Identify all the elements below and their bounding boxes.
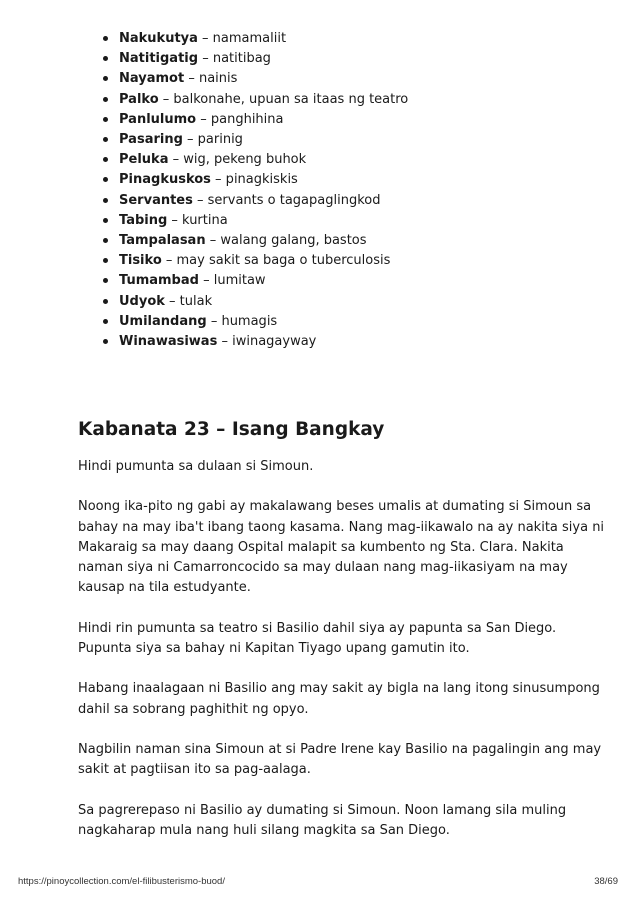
glossary-term: Tampalasan — [119, 233, 206, 249]
paragraph-line: Hindi rin pumunta sa teatro si Basilio dahil siya ay papunta sa San Diego. — [78, 620, 557, 636]
glossary-item — [101, 312, 541, 332]
glossary-definition: – may sakit sa baga o tuberculosis — [161, 253, 391, 269]
paragraph-line: Nagbilin naman sina Simoun at si Padre Irene kay Basilio na pagalingin ang may — [78, 741, 602, 757]
glossary-term: Nakukutya — [119, 31, 198, 46]
glossary-term: Natitigatig — [119, 51, 199, 67]
paragraph — [78, 740, 602, 781]
glossary-item — [101, 251, 541, 271]
glossary-definition: – wig, pekeng buhok — [168, 152, 307, 168]
paragraph-line: naman siya ni Camarroncocido sa may dulaan nang mag-iikasiyam na may — [78, 560, 568, 576]
paragraph-line: bahay na may iba't ibang taong kasama. Nang mag-iikawalo na ay nakita siya ni — [78, 519, 605, 535]
bullet-icon — [103, 36, 108, 41]
paragraph-line: Noong ika-pito ng gabi ay makalawang beses umalis at dumating si Simoun sa — [78, 499, 592, 515]
glossary-definition: – lumitaw — [198, 273, 266, 289]
footer-url[interactable]: https://pinoycollection.com/el-filibusterismo-buod/ — [18, 876, 225, 887]
paragraph-line: Habang inaalagaan ni Basilio ang may sakit ay bigla na lang itong sinusumpong — [78, 681, 600, 697]
bullet-icon — [103, 76, 108, 81]
chapter-body — [78, 457, 605, 861]
glossary-definition: – pinagkiskis — [210, 172, 298, 188]
glossary-definition: – kurtina — [167, 212, 228, 228]
glossary-definition: – servants o tagapaglingkod — [192, 192, 381, 208]
glossary-definition: – parinig — [182, 132, 243, 148]
bullet-icon — [103, 299, 108, 304]
paragraph-line: nagkaharap mula nang huli silang magkita sa San Diego. — [78, 822, 450, 838]
bullet-icon — [103, 177, 108, 182]
paragraph-line: Pupunta siya sa bahay ni Kapitan Tiyago upang gamutin ito. — [78, 641, 470, 657]
glossary-definition: – tulak — [164, 293, 213, 309]
glossary-term: Tumambad — [119, 273, 199, 289]
paragraph-line: dahil sa sobrang paghithit ng opyo. — [78, 701, 309, 717]
glossary-term: Peluka — [119, 152, 169, 168]
glossary-item — [101, 332, 541, 352]
bullet-icon — [103, 56, 108, 61]
paragraph — [78, 457, 568, 477]
glossary-term: Pasaring — [119, 132, 183, 148]
glossary-term: Servantes — [119, 192, 193, 208]
glossary-item — [101, 110, 541, 130]
glossary-item — [101, 170, 541, 190]
bullet-icon — [103, 319, 108, 324]
paragraph-line: Makaraig sa may daang Ospital malapit sa kumbento ng Sta. Clara. Nakita — [78, 539, 564, 555]
bullet-icon — [103, 218, 108, 223]
bullet-icon — [103, 117, 108, 122]
glossary-item — [101, 231, 541, 251]
bullet-icon — [103, 97, 108, 102]
chapter-heading: Kabanata 23 – Isang Bangkay — [78, 419, 385, 440]
glossary-term: Panlulumo — [119, 111, 197, 127]
bullet-icon — [103, 339, 108, 344]
bullet-icon — [103, 238, 108, 243]
glossary-term: Pinagkuskos — [119, 172, 211, 188]
paragraph-line: sakit at pagtiisan ito sa pag-aalaga. — [78, 762, 311, 778]
glossary-definition: – panghihina — [196, 111, 284, 127]
glossary-term: Nayamot — [119, 71, 185, 87]
paragraph-line: kausap na tila estudyante. — [78, 580, 251, 596]
glossary-term: Tabing — [119, 212, 168, 228]
glossary-definition: – walang galang, bastos — [205, 233, 367, 249]
glossary-term: Umilandang — [119, 313, 207, 329]
glossary-definition: – humagis — [206, 313, 278, 329]
paragraph — [78, 679, 600, 720]
glossary-definition: – namamaliit — [197, 31, 287, 46]
glossary-item — [101, 29, 541, 49]
paragraph-line: Sa pagrerepaso ni Basilio ay dumating si Simoun. Noon lamang sila muling — [78, 802, 567, 818]
bullet-icon — [103, 157, 108, 162]
bullet-icon — [103, 278, 108, 283]
glossary-definition: – nainis — [184, 71, 238, 87]
page-number: 38/69 — [594, 876, 618, 887]
glossary-term: Palko — [119, 91, 159, 107]
glossary-list — [101, 29, 541, 352]
glossary-item — [101, 191, 541, 211]
paragraph — [78, 619, 568, 660]
glossary-term: Winawasiwas — [119, 334, 218, 350]
bullet-icon — [103, 258, 108, 263]
glossary-definition: – natitibag — [198, 51, 271, 67]
glossary-item — [101, 90, 541, 110]
bullet-icon — [103, 137, 108, 142]
glossary-item — [101, 49, 541, 69]
glossary-item — [101, 271, 541, 291]
bullet-icon — [103, 198, 108, 203]
glossary-item — [101, 292, 541, 312]
glossary-item — [101, 130, 541, 150]
glossary-term: Tisiko — [119, 253, 162, 269]
glossary-item — [101, 150, 541, 170]
paragraph-line: Hindi pumunta sa dulaan si Simoun. — [78, 459, 314, 474]
paragraph — [78, 801, 568, 842]
glossary-definition: – balkonahe, upuan sa itaas ng teatro — [158, 91, 409, 107]
glossary-item — [101, 69, 541, 89]
glossary-item — [101, 211, 541, 231]
glossary-term: Udyok — [119, 293, 165, 309]
paragraph — [78, 497, 605, 598]
glossary-definition: – iwinagayway — [217, 334, 317, 350]
